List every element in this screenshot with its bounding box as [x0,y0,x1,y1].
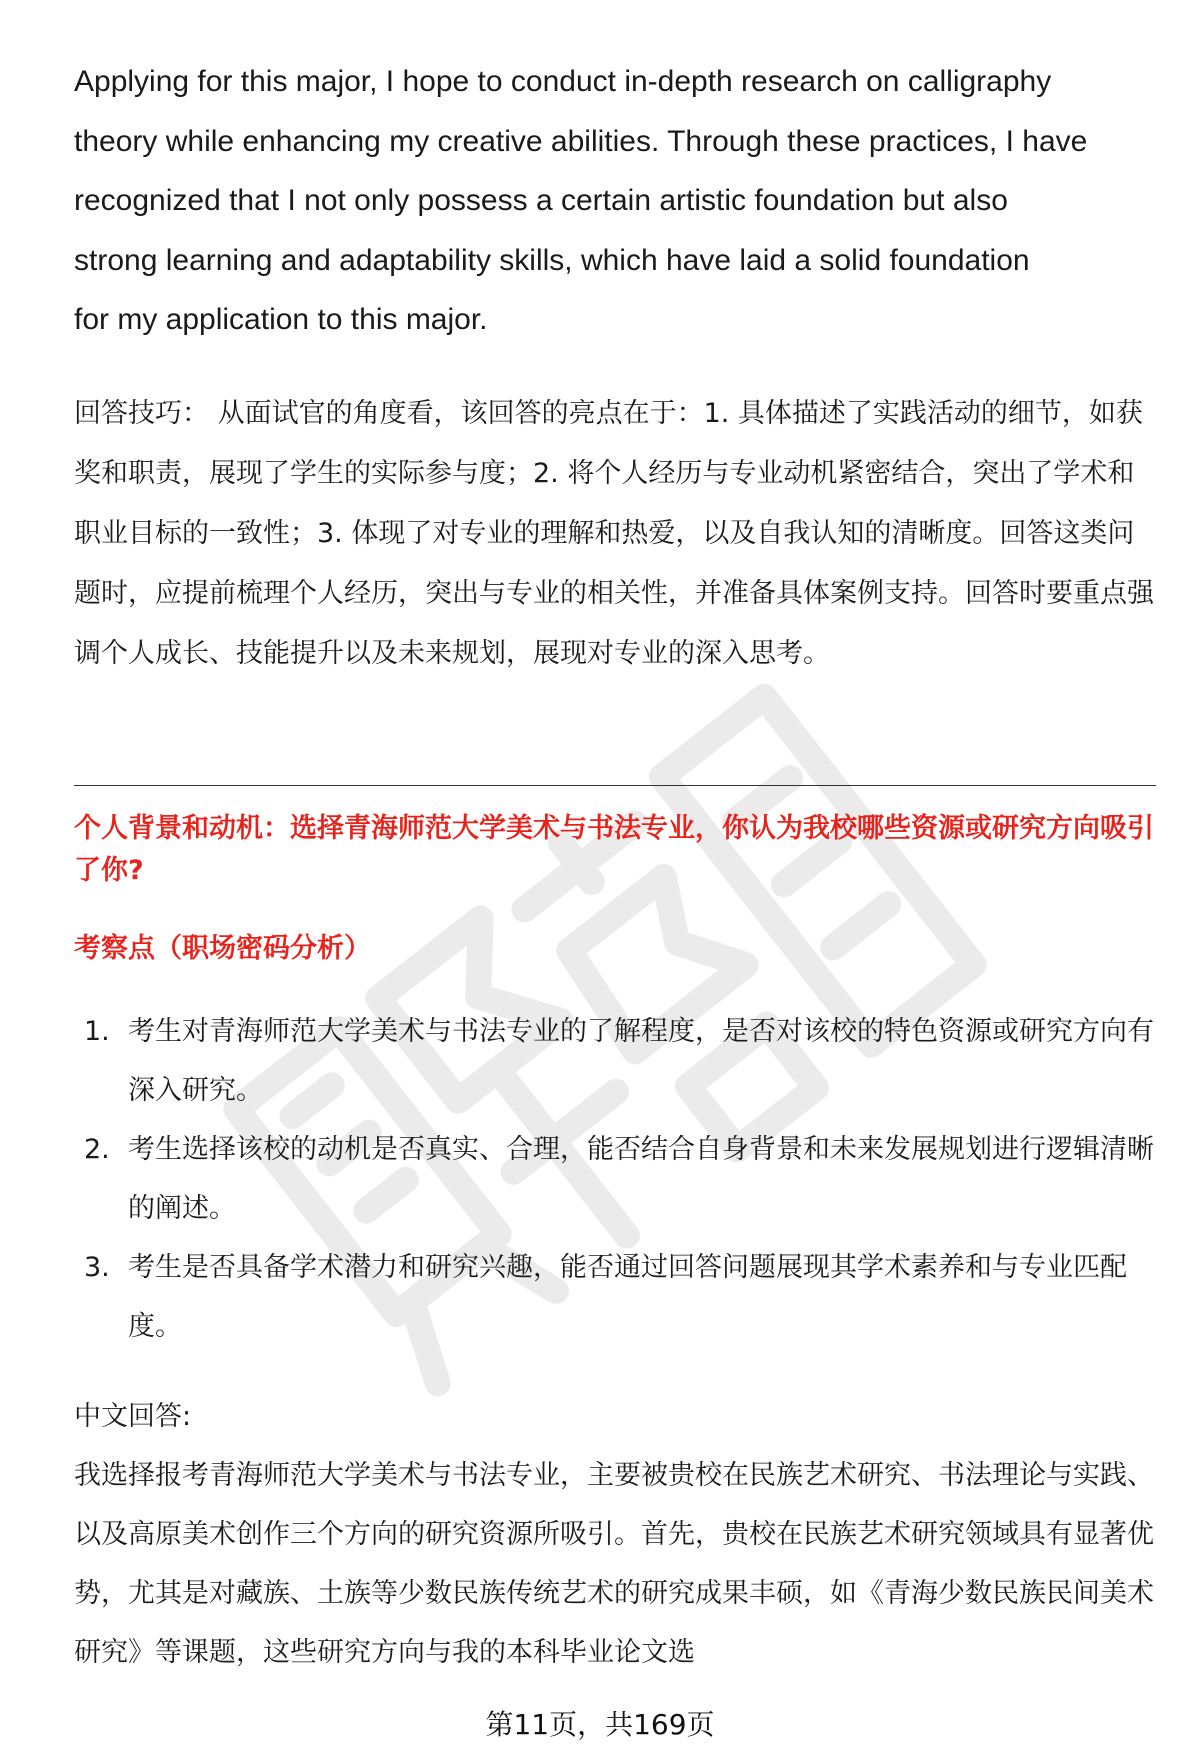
exam-point-item [74,1238,1159,1356]
chinese-answer-body: 我选择报考青海师范大学美术与书法专业，主要被贵校在民族艺术研究、书法理论与实践、以及高原美术创作三个方向的研究资源所吸引。首先，贵校在民族艺术研究领域具有显著优势，尤其是对藏族、土族等少数民族传统艺术的研究成果丰硕，如《青海少数民族民间美术研究》等课题，这些研究方向与我的本科毕业论文选 [74,1460,1154,1668]
english-line: recognized that I not only possess a certain artistic foundation but also [74,184,1008,217]
list-number: 3. [84,1252,110,1283]
english-line: for my application to this major. [74,303,488,336]
exam-point-item [74,1120,1159,1238]
exam-points-list [74,1002,1159,1356]
page-number: 第11页，共169页 [485,1708,715,1741]
chinese-answer-label: 中文回答: [74,1401,192,1432]
document-page [74,52,1154,684]
exam-points-heading: 考察点（职场密码分析） [74,933,371,964]
english-line: strong learning and adaptability skills, which have laid a solid foundation [74,243,1030,277]
english-line: theory while enhancing my creative abilities. Through these practices, I have [74,124,1088,158]
list-number: 1. [84,1016,110,1047]
list-number: 2. [84,1134,110,1165]
exam-point-item [74,1002,1159,1120]
interview-question: 个人背景和动机：选择青海师范大学美术与书法专业，你认为我校哪些资源或研究方向吸引了你? [74,813,1154,886]
exam-point-text: 考生是否具备学术潜力和研究兴趣，能否通过回答问题展现其学术素养和与专业匹配度。 [128,1252,1127,1342]
english-paragraph [74,52,1154,350]
answer-tips-paragraph: 回答技巧： 从面试官的角度看，该回答的亮点在于：1. 具体描述了实践活动的细节，如获奖和职责，展现了学生的实际参与度；2. 将个人经历与专业动机紧密结合，突出了学术和职业目标的一致性；3. 体现了对专业的理解和热爱，以及自我认知的清晰度。回答这类问题时，应提前梳理个人经历，突出与专业的相关性，并准备具体案例支持。回答时要重点强调个人成长、技能提升以及未来规划，展现对专业的深入思考。 [74,397,1154,669]
english-line: Applying for this major, I hope to conduct in-depth research on calligraphy [74,65,1052,98]
section-divider [74,785,1156,786]
exam-point-text: 考生选择该校的动机是否真实、合理，能否结合自身背景和未来发展规划进行逻辑清晰的阐述。 [128,1134,1154,1224]
exam-point-text: 考生对青海师范大学美术与书法专业的了解程度，是否对该校的特色资源或研究方向有深入研究。 [128,1016,1154,1106]
